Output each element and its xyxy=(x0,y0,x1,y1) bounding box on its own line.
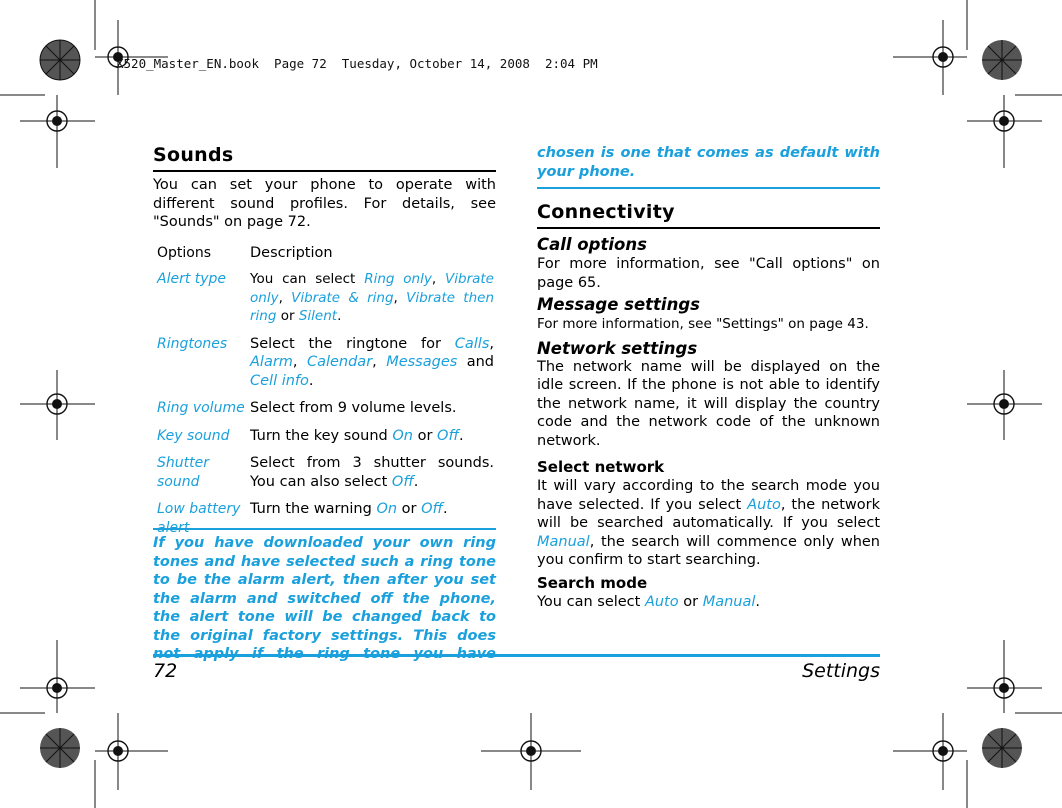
header-description: Description xyxy=(250,244,333,261)
search-mode-text: You can select Auto or Manual. xyxy=(537,593,760,610)
sounds-options-table xyxy=(153,244,496,547)
description-alert-type: You can select Ring only, Vibrate only, Vibrate & ring, Vibrate then ring or Silent. xyxy=(250,271,495,324)
select-network-text: It will vary according to the search mode you have selected. If you select Auto, the network will be searched automatically. If you select Manual, the search will commence only when you confirm to start searching. xyxy=(537,478,880,568)
registration-mark-icon xyxy=(20,640,95,713)
heading-search-mode: Search mode xyxy=(537,573,648,592)
option-ring-volume: Ring volume xyxy=(157,400,245,416)
starburst-mark-icon xyxy=(982,40,1022,80)
option-low-battery-alert: Low battery alert xyxy=(157,501,241,536)
option-alert-type: Alert type xyxy=(157,271,227,287)
ringtone-note-continued: chosen is one that comes as default with your phone. xyxy=(537,144,880,189)
heading-call-options: Call options xyxy=(537,235,647,254)
registration-mark-icon xyxy=(95,713,168,790)
description-ringtones: Select the ringtone for Calls, Alarm, Calendar, Messages and Cell info. xyxy=(250,335,494,389)
registration-mark-icon xyxy=(20,95,95,168)
option-ringtones: Ringtones xyxy=(157,335,228,352)
table-row xyxy=(153,335,496,400)
heading-select-network: Select network xyxy=(537,458,665,476)
section-title-sounds: Sounds xyxy=(153,144,496,172)
table-row xyxy=(153,454,496,500)
section-title-connectivity: Connectivity xyxy=(537,201,880,229)
table-row xyxy=(153,399,496,427)
heading-message-settings: Message settings xyxy=(537,295,700,314)
network-settings-text: The network name will be displayed on the idle screen. If the phone is not able to identify the network name, it will display the country code and the network code of the unknown network. xyxy=(537,358,880,449)
sounds-intro: You can set your phone to operate with different sound profiles. For details, see "Sounds" on page 72. xyxy=(153,177,496,230)
print-header: X520_Master_EN.book Page 72 Tuesday, October 14, 2008 2:04 PM xyxy=(116,56,598,71)
starburst-mark-icon xyxy=(40,728,80,768)
footer-section-title: Settings xyxy=(802,660,880,682)
description-shutter-sound: Select from 3 shutter sounds. You can also select Off. xyxy=(250,455,494,490)
registration-mark-icon xyxy=(893,20,967,95)
ringtone-note: If you have downloaded your own ring tones and have selected such a ring tone to be the alarm alert, then after you set the alarm and switched off the phone, the alert tone will be changed back to the original factory settings. This does xyxy=(153,528,496,664)
registration-mark-icon xyxy=(20,370,95,440)
starburst-mark-icon xyxy=(40,40,80,80)
page-number: 72 xyxy=(153,660,178,682)
table-row xyxy=(153,427,496,455)
heading-network-settings: Network settings xyxy=(537,338,698,358)
footer-rule xyxy=(153,654,880,657)
registration-mark-icon xyxy=(967,370,1042,440)
description-ring-volume: Select from 9 volume levels. xyxy=(250,400,457,416)
registration-mark-icon xyxy=(893,713,967,790)
description-low-battery-alert: Turn the warning On or Off. xyxy=(250,501,448,517)
registration-mark-icon xyxy=(481,713,581,790)
table-header-row xyxy=(153,244,496,271)
option-key-sound: Key sound xyxy=(157,427,230,444)
registration-mark-icon xyxy=(967,640,1042,713)
header-options: Options xyxy=(157,244,212,261)
right-column xyxy=(537,144,880,611)
registration-mark-icon xyxy=(967,95,1042,168)
left-column xyxy=(153,144,496,546)
description-key-sound: Turn the key sound On or Off. xyxy=(250,427,464,444)
option-shutter-sound: Shutter sound xyxy=(157,455,209,490)
message-settings-text: For more information, see "Settings" on page 43. xyxy=(537,316,869,332)
call-options-text: For more information, see "Call options" on page 65. xyxy=(537,256,880,291)
starburst-mark-icon xyxy=(982,728,1022,768)
table-row xyxy=(153,270,496,335)
